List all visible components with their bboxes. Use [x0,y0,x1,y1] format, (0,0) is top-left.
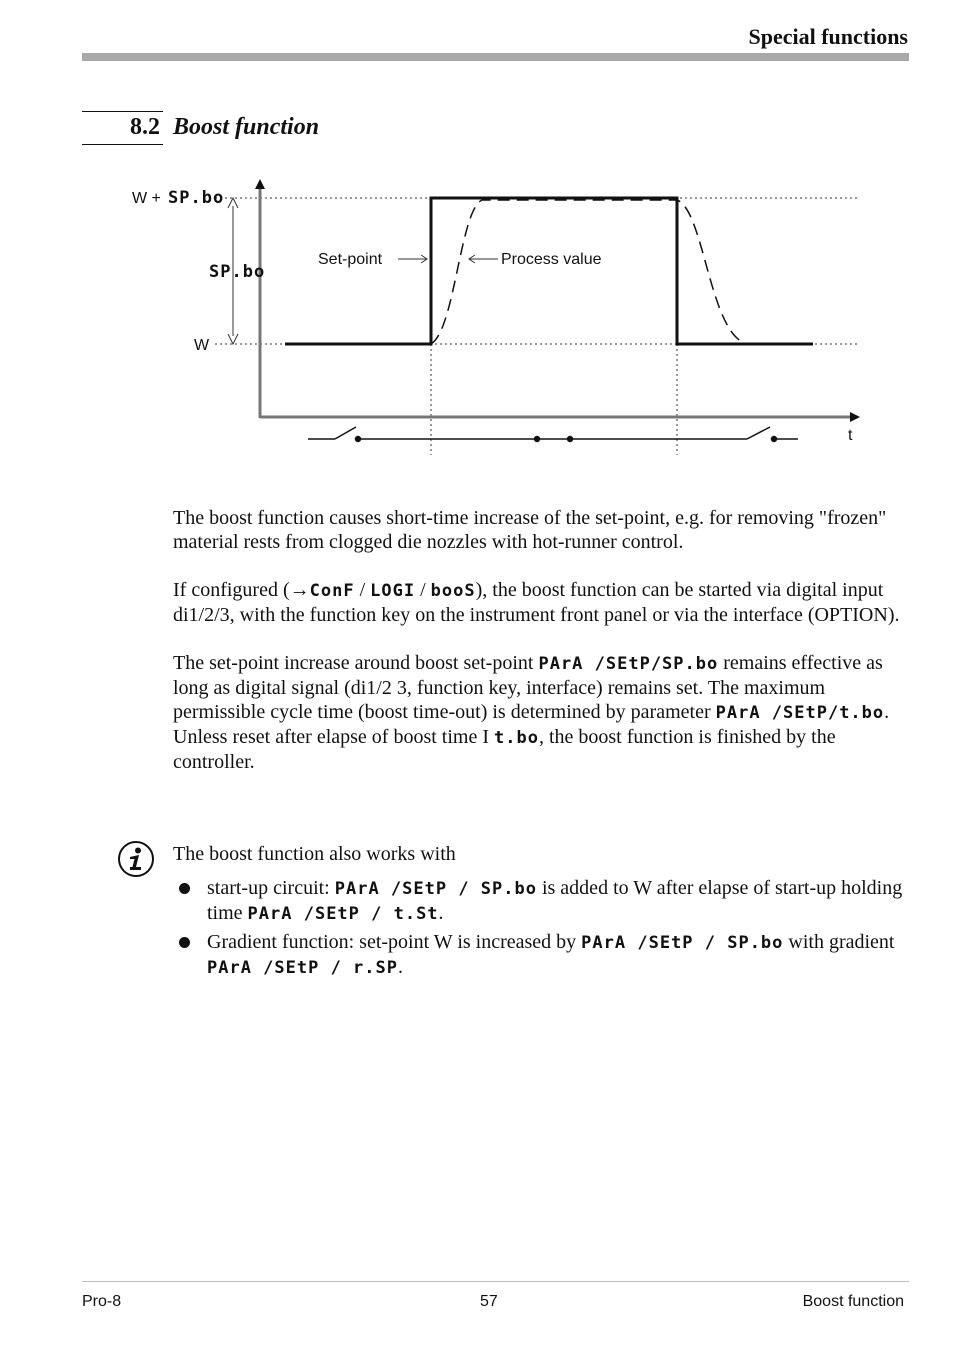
footer-page-number: 57 [480,1293,498,1310]
label-w: W [194,337,210,354]
section-rule-top [82,111,163,112]
boost-diagram [120,170,870,460]
note-list [173,876,913,980]
footer-rule [82,1281,909,1282]
header-bar [82,53,909,61]
bullet-icon [179,937,190,948]
label-process-value: Process value [501,251,602,268]
code-spbo: PArA /SEtP/SP.bo [538,654,719,674]
list-item: start-up circuit: PArA /SEtP / SP.bo is added to W after elapse of start-up holding time PArA /SEtP / t.St. [173,876,913,926]
switch-symbols [308,427,798,442]
code-logi: LOGI [370,581,416,601]
paragraph-setpoint: The set-point increase around boost set-point PArA /SEtP/SP.bo remains effective as long as digital signal (di1/2 3, function key, interface) remains set. The maximum permissible cycle time (boost time-out) is determined by parameter PArA /SEtP/t.bo. [173,652,890,723]
label-spbo-mid: SP.bo [209,262,266,282]
list-item: Gradient function: set-point W is increased by PArA /SEtP / SP.bo with gradient PArA /SEtP / r.SP. [173,930,913,980]
note-block [173,842,913,984]
paragraph-config: If configured (→ConF / LOGI / booS), the boost function can be started via digital input di1/2/3, with the function key on the instrument front panel or via the interface (OPTION). [173,579,900,626]
label-t: t [848,427,853,444]
code-conf: ConF [309,581,355,601]
process-value-trace [431,200,813,344]
section-title: Boost function [173,114,320,140]
code-boos: booS [430,581,476,601]
paragraph-intro: The boost function causes short-time increase of the set-point, e.g. for removing "frozen" material rests from clogged die nozzles with hot-runner control. [173,507,887,553]
info-icon [117,840,155,878]
code-tbo-short: t.bo [494,728,539,748]
section-rule-bottom [82,144,163,145]
setpoint-trace [285,198,813,344]
footer-section: Boost function [802,1293,904,1310]
code-tbo: PArA /SEtP/t.bo [715,703,885,723]
body-text [173,506,913,798]
section-number: 8.2 [130,114,160,140]
footer-product: Pro-8 [82,1293,122,1310]
label-w-plus: W + [132,190,161,207]
label-setpoint: Set-point [318,251,383,268]
paragraph-reset: Unless reset after elapse of boost time I t.bo, the boost function is finished by the controller. [173,726,836,773]
note-intro: The boost function also works with [173,843,456,865]
page-header-title: Special functions [748,24,908,49]
bullet-icon [179,883,190,894]
label-spbo-top: SP.bo [168,188,225,208]
